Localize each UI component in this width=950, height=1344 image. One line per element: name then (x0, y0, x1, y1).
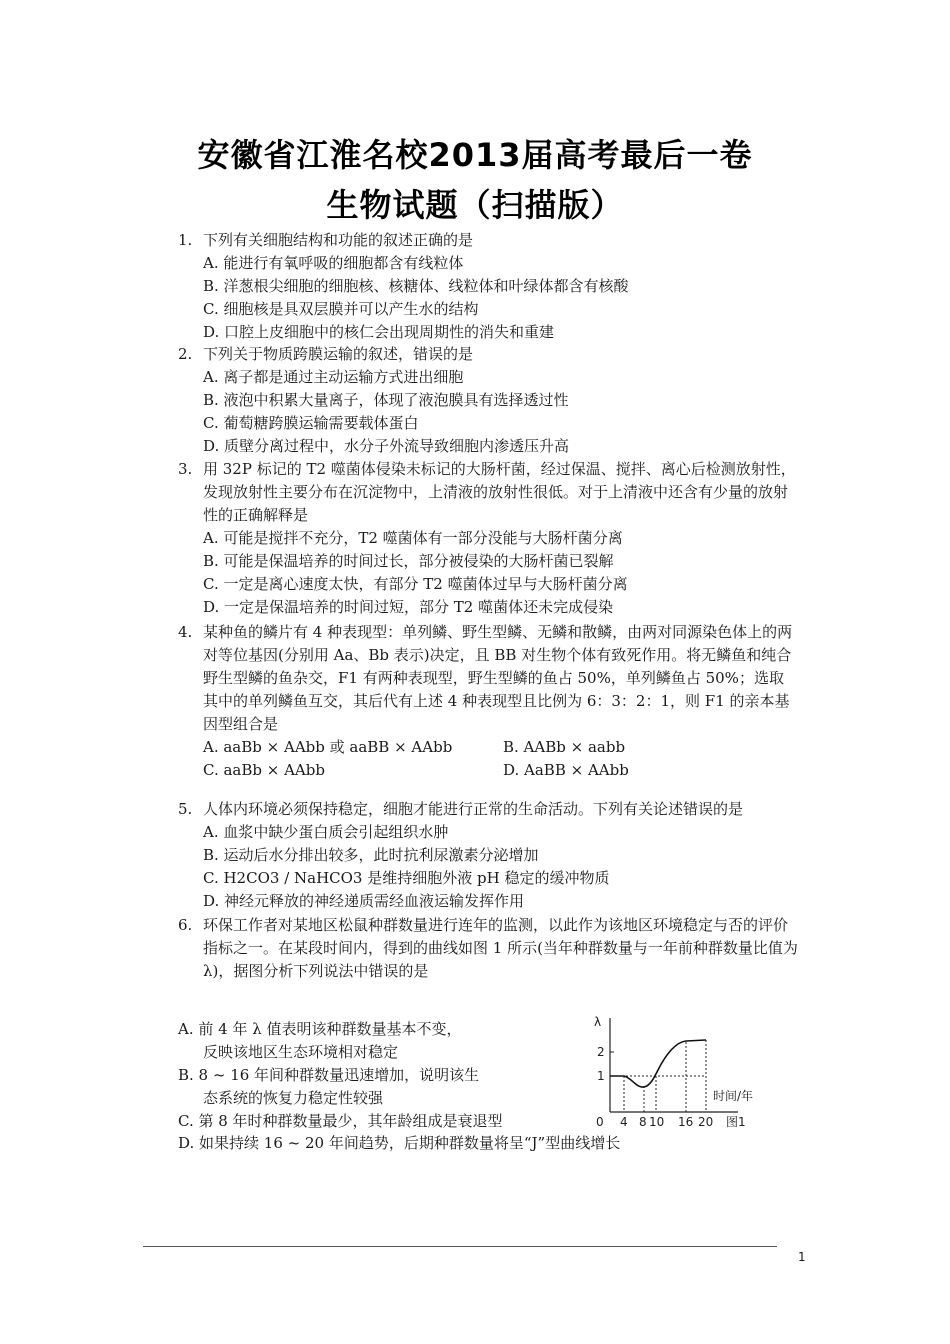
option-d: D. 口腔上皮细胞中的核仁会出现周期性的消失和重建 (203, 323, 555, 341)
option-a-cont: 反映该地区生态环境相对稳定 (203, 1043, 399, 1061)
option-b: B. AABb × aabb (503, 738, 626, 756)
option-d: D. 一定是保温培养的时间过短，部分 T2 噬菌体还未完成侵染 (203, 598, 614, 616)
footer-divider (143, 1246, 777, 1247)
question-3: 3. 用 32P 标记的 T2 噬菌体侵染未标记的大肠杆菌，经过保温、搅拌、离心后检测放射性，发现放射性主要分布在沉淀物中，上清液的放射性很低。对于上清液中还含有少量的放射性的正确解释是 A. 可能是搅拌不充分，T2 噬菌体有一部分没能与大肠杆菌分离 B. 可能是保温培养的时间过长，部分被侵染的大肠杆菌已裂解 C. 一定是离心速度太快，有部分 T2 噬菌体过早与大肠杆菌分离 D. 一定是保温培养的时间过短，部分 T2 噬菌体还未完成侵染 (178, 458, 798, 619)
option-a: A. 能进行有氧呼吸的细胞都含有线粒体 (203, 254, 464, 272)
option-c: C. 一定是离心速度太快，有部分 T2 噬菌体过早与大肠杆菌分离 (203, 575, 628, 593)
origin-label: 0 (596, 1115, 604, 1129)
x-tick-8: 8 (639, 1115, 647, 1129)
option-a: A. 前 4 年 λ 值表明该种群数量基本不变， (178, 1020, 462, 1038)
option-c: C. H2CO3 / NaHCO3 是维持细胞外液 pH 稳定的缓冲物质 (203, 869, 610, 887)
page-title: 安徽省江淮名校2013届高考最后一卷 (197, 136, 753, 174)
x-tick-16: 16 (678, 1115, 694, 1129)
option-b: B. 运动后水分排出较多，此时抗利尿激素分泌增加 (203, 846, 539, 864)
option-b: B. 8 ~ 16 年间种群数量迅速增加，说明该生 (178, 1066, 480, 1084)
option-a: A. 可能是搅拌不充分，T2 噬菌体有一部分没能与大肠杆菌分离 (203, 529, 623, 547)
y-tick-2: 2 (597, 1045, 605, 1059)
option-b: B. 洋葱根尖细胞的细胞核、核糖体、线粒体和叶绿体都含有核酸 (203, 277, 629, 295)
option-b: B. 液泡中积累大量离子，体现了液泡膜具有选择透过性 (203, 391, 569, 409)
question-stem: 环保工作者对某地区松鼠种群数量进行连年的监测，以此作为该地区环境稳定与否的评价指标之一。在某段时间内，得到的曲线如图 1 所示(当年种群数量与一年前种群数量比值为 λ)，据图分析下列说法中错误的是 (203, 916, 798, 980)
question-2: 2. 下列关于物质跨膜运输的叙述，错误的是 A. 离子都是通过主动运输方式进出细胞 B. 液泡中积累大量离子，体现了液泡膜具有选择透过性 C. 葡萄糖跨膜运输需要载体蛋白 D. 质壁分离过程中，水分子外流导致细胞内渗透压升高 (178, 343, 798, 458)
option-a: A. 血浆中缺少蛋白质会引起组织水肿 (203, 823, 449, 841)
page-subtitle: 生物试题（扫描版） (326, 186, 624, 224)
lambda-graph (588, 1012, 768, 1132)
y-axis-label: λ (594, 1015, 602, 1029)
question-4: 4. 某种鱼的鳞片有 4 种表现型：单列鳞、野生型鳞、无鳞和散鳞，由两对同源染色体上的两对等位基因(分别用 Aa、Bb 表示)决定，且 BB 对生物个体有致死作用。将无鳞鱼和纯合野生型鳞的鱼杂交，F1 有两种表现型，野生型鳞的鱼占 50%，单列鳞鱼占 50%；选取其中的单列鳞鱼互交，其后代有上述 4 种表现型且比例为 6：3：2：1，则 F1 的亲本基因型组合是 A. aaBb × AAbb 或 aaBB × AAbb B. AABb × aabb C. aaBb × AAbb D. AaBB × AAbb (178, 621, 798, 782)
option-d: D. AaBB × AAbb (503, 761, 629, 779)
option-d: D. 如果持续 16 ~ 20 年间趋势，后期种群数量将呈“J”型曲线增长 (178, 1134, 621, 1152)
option-b-cont: 态系统的恢复力稳定性较强 (203, 1089, 384, 1107)
question-6-options (178, 1018, 598, 1133)
option-c: C. 细胞核是具双层膜并可以产生水的结构 (203, 300, 479, 318)
x-tick-4: 4 (620, 1115, 628, 1129)
x-tick-10: 10 (649, 1115, 665, 1129)
question-1: 1. 下列有关细胞结构和功能的叙述正确的是 A. 能进行有氧呼吸的细胞都含有线粒体 B. 洋葱根尖细胞的细胞核、核糖体、线粒体和叶绿体都含有核酸 C. 细胞核是具双层膜并可以产生水的结构 D. 口腔上皮细胞中的核仁会出现周期性的消失和重建 (178, 229, 798, 344)
question-6: 6. 环保工作者对某地区松鼠种群数量进行连年的监测，以此作为该地区环境稳定与否的评价指标之一。在某段时间内，得到的曲线如图 1 所示(当年种群数量与一年前种群数量比值为 λ)，据图分析下列说法中错误的是 (178, 914, 798, 983)
option-c: C. 第 8 年时种群数量最少，其年龄组成是衰退型 (178, 1112, 503, 1130)
option-c: C. aaBb × AAbb (203, 761, 325, 779)
option-d: D. 神经元释放的神经递质需经血液运输发挥作用 (203, 892, 525, 910)
figure-caption: 图1 (726, 1115, 746, 1129)
question-stem: 用 32P 标记的 T2 噬菌体侵染未标记的大肠杆菌，经过保温、搅拌、离心后检测放射性，发现放射性主要分布在沉淀物中，上清液的放射性很低。对于上清液中还含有少量的放射性的正确解释是 (203, 460, 796, 524)
option-a: A. 离子都是通过主动运输方式进出细胞 (203, 368, 464, 386)
option-a: A. aaBb × AAbb 或 aaBB × AAbb (203, 738, 453, 756)
option-d: D. 质壁分离过程中，水分子外流导致细胞内渗透压升高 (203, 437, 570, 455)
y-tick-1: 1 (597, 1069, 605, 1083)
option-b: B. 可能是保温培养的时间过长，部分被侵染的大肠杆菌已裂解 (203, 552, 614, 570)
option-c: C. 葡萄糖跨膜运输需要载体蛋白 (203, 414, 419, 432)
page-number: 1 (798, 1250, 806, 1264)
x-axis-label: 时间/年 (713, 1089, 754, 1103)
question-stem: 某种鱼的鳞片有 4 种表现型：单列鳞、野生型鳞、无鳞和散鳞，由两对同源染色体上的两对等位基因(分别用 Aa、Bb 表示)决定，且 BB 对生物个体有致死作用。将无鳞鱼和纯合野生型鳞的鱼杂交，F1 有两种表现型，野生型鳞的鱼占 50%，单列鳞鱼占 50%；选取其中的单列鳞鱼互交，其后代有上述 4 种表现型且比例为 6：3：2：1，则 F1 的亲本基因型组合是 (203, 623, 793, 733)
question-5: 5. 人体内环境必须保持稳定，细胞才能进行正常的生命活动。下列有关论述错误的是 A. 血浆中缺少蛋白质会引起组织水肿 B. 运动后水分排出较多，此时抗利尿激素分泌增加 C. H2CO3 / NaHCO3 是维持细胞外液 pH 稳定的缓冲物质 D. 神经元释放的神经递质需经血液运输发挥作用 (178, 798, 798, 913)
x-tick-20: 20 (698, 1115, 714, 1129)
